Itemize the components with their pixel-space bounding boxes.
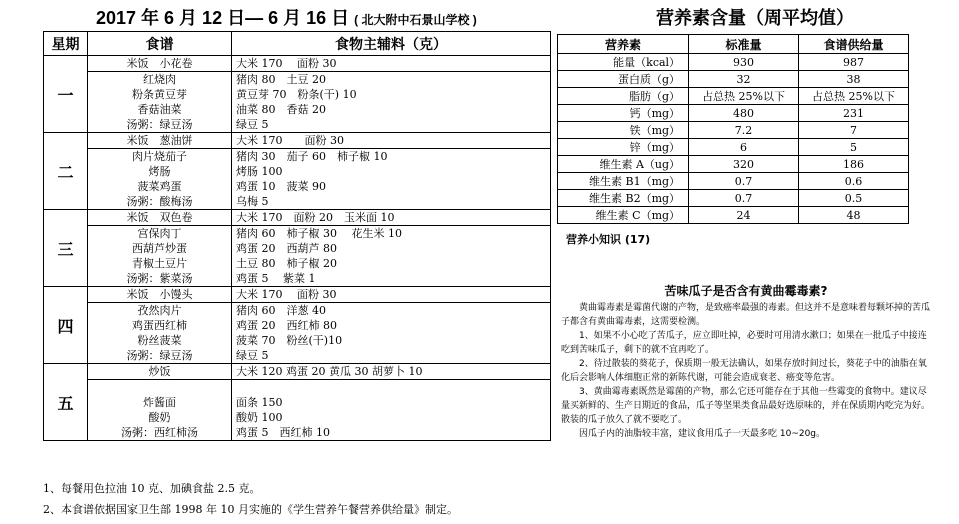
ingredient-line: 大米 170 面粉 30: [232, 56, 550, 72]
standard-value: 0.7: [689, 173, 799, 190]
nutrition-row: [558, 173, 909, 190]
nutrient-name: 锌（mg）: [558, 139, 689, 156]
article-paragraph: 2、待过散装的葵花子，保质期一般无法确认，如果存放时间过长，葵花子中的油脂在氧化后会影响人体细胞正常的新陈代谢，可能会造成衰老、癌变等危害。: [561, 359, 927, 383]
ingredients-cell: [232, 56, 551, 133]
nutrition-row: [558, 156, 909, 173]
menu-day-row: [44, 287, 551, 364]
article-paragraph: 1、如果不小心吃了苦瓜子，应立即吐掉，必要时可用清水漱口；如果在一批瓜子中接连吃到苦味瓜子，剩下的就不宜再吃了。: [561, 331, 927, 355]
nutrition-row: [558, 105, 909, 122]
supply-value: 48: [799, 207, 909, 224]
supply-value: 186: [799, 156, 909, 173]
ingredient-line: 猪肉 30 茄子 60 柿子椒 10: [236, 150, 388, 163]
dish-name: 汤粥：绿豆汤: [126, 118, 193, 131]
menu-day-row: [44, 210, 551, 287]
ingredient-line: 大米 120 鸡蛋 20 黄瓜 30 胡萝卜 10: [232, 364, 550, 380]
article-title: 苦味瓜子是否含有黄曲霉毒素?: [664, 284, 828, 298]
standard-value: 7.2: [689, 122, 799, 139]
nutrition-row: [558, 122, 909, 139]
dish-name: 菠菜鸡蛋: [137, 180, 182, 193]
ingredients-cell: [232, 210, 551, 287]
dish-name: 汤粥：西红柿汤: [121, 426, 198, 439]
supply-value: 38: [799, 71, 909, 88]
ingredient-line: 面条 150: [236, 396, 283, 409]
ingredient-line: 猪肉 80 土豆 20: [236, 73, 326, 86]
ingredient-line: 猪肉 60 洋葱 40: [236, 304, 326, 317]
article-paragraph: 黄曲霉毒素是霉菌代谢的产物，是致癌率最强的毒素。但这并不是意味着每颗坏掉的苦瓜子都含有黄曲霉毒素，这需要检测。: [561, 303, 931, 327]
supply-value: 5: [799, 139, 909, 156]
dish-name: 宫保肉丁: [137, 227, 182, 240]
ingredient-line: 鸡蛋 20 西葫芦 80: [236, 242, 337, 255]
dish-name: 米饭 葱油饼: [88, 133, 231, 149]
dish-name: 鸡蛋西红柿: [132, 319, 187, 332]
recipe-cell: [88, 210, 232, 287]
header-recipe: 食谱: [88, 32, 232, 56]
standard-value: 24: [689, 207, 799, 224]
dish-name: 汤粥：绿豆汤: [126, 349, 193, 362]
ingredient-line: 大米 170 面粉 20 玉米面 10: [232, 210, 550, 226]
dish-name: 米饭 小馒头: [88, 287, 231, 303]
nutrition-row: [558, 190, 909, 207]
header-nutrient: 营养素: [558, 35, 689, 54]
nutrient-name: 维生素 B1（mg）: [558, 173, 689, 190]
nutrient-name: 脂肪（g）: [558, 88, 689, 105]
standard-value: 6: [689, 139, 799, 156]
ingredient-line: 酸奶 100: [236, 411, 283, 424]
ingredient-line: 鸡蛋 5 西红柿 10: [236, 426, 330, 439]
menu-day-row: [44, 364, 551, 441]
ingredient-line: 大米 170 面粉 30: [232, 133, 550, 149]
ingredient-line: 鸡蛋 5 紫菜 1: [236, 272, 316, 285]
weekday-cell: 三: [44, 210, 88, 287]
dish-name: 红烧肉: [143, 73, 176, 86]
standard-value: 930: [689, 54, 799, 71]
recipe-cell: [88, 133, 232, 210]
footnote-1: 1、每餐用色拉油 10 克、加碘食盐 2.5 克。: [43, 482, 261, 495]
dish-name: 酸奶: [148, 411, 171, 424]
nutrient-name: 铁（mg）: [558, 122, 689, 139]
weekday-cell: 四: [44, 287, 88, 364]
nutrient-name: 蛋白质（g）: [558, 71, 689, 88]
nutrition-row: [558, 88, 909, 105]
dish-name: 汤粥：紫菜汤: [126, 272, 193, 285]
recipe-cell: [88, 287, 232, 364]
ingredient-line: 黄豆芽 70 粉条(干) 10: [236, 88, 357, 101]
recipe-cell: [88, 364, 232, 441]
dish-name: 孜然肉片: [137, 304, 182, 317]
nutrition-row: [558, 71, 909, 88]
supply-value: 7: [799, 122, 909, 139]
dish-name: 炸酱面: [143, 396, 176, 409]
header-standard: 标准量: [689, 35, 799, 54]
header-supply: 食谱供给量: [799, 35, 909, 54]
nutrient-name: 维生素 A（ug）: [558, 156, 689, 173]
ingredient-line: 鸡蛋 20 西红柿 80: [236, 319, 337, 332]
ingredient-line: 猪肉 60 柿子椒 30 花生米 10: [236, 227, 402, 240]
nutrition-tips-title: 营养小知识 (17): [566, 233, 651, 246]
nutrition-row: [558, 139, 909, 156]
dish-name: 烤肠: [148, 165, 171, 178]
recipe-cell: [88, 56, 232, 133]
dish-name: 青椒土豆片: [132, 257, 187, 270]
dish-name: 西葫芦炒蛋: [132, 242, 187, 255]
menu-title: [96, 4, 477, 30]
header-ingredients: 食物主辅料（克）: [232, 32, 551, 56]
nutrition-row: [558, 54, 909, 71]
ingredient-line: [232, 380, 550, 395]
nutrition-header-row: [558, 35, 909, 54]
weekday-cell: 一: [44, 56, 88, 133]
ingredient-line: 油菜 80 香菇 20: [236, 103, 326, 116]
standard-value: 480: [689, 105, 799, 122]
nutrient-name: 能量（kcal）: [558, 54, 689, 71]
nutrient-name: 钙（mg）: [558, 105, 689, 122]
weekday-cell: 二: [44, 133, 88, 210]
standard-value: 320: [689, 156, 799, 173]
ingredient-line: 大米 170 面粉 30: [232, 287, 550, 303]
footnotes: [43, 478, 458, 520]
standard-value: 0.7: [689, 190, 799, 207]
ingredients-cell: [232, 287, 551, 364]
dish-name: 粉丝菠菜: [137, 334, 182, 347]
nutrient-name: 维生素 C（mg）: [558, 207, 689, 224]
tips-article: [561, 283, 931, 441]
nutrient-name: 维生素 B2（mg）: [558, 190, 689, 207]
menu-header-row: [44, 32, 551, 56]
nutrition-row: [558, 207, 909, 224]
ingredient-line: 鸡蛋 10 菠菜 90: [236, 180, 326, 193]
ingredient-line: 烤肠 100: [236, 165, 283, 178]
dish-name: 米饭 小花卷: [88, 56, 231, 72]
school-name: ( 北大附中石景山学校 ): [354, 13, 477, 27]
ingredient-line: 乌梅 5: [236, 195, 269, 208]
dish-name: 香菇油菜: [137, 103, 182, 116]
standard-value: 32: [689, 71, 799, 88]
nutrition-title: 营养素含量（周平均值）: [656, 8, 854, 29]
dish-name: 炒饭: [88, 364, 231, 380]
standard-value: 占总热 25%以下: [689, 88, 799, 105]
header-weekday: 星期: [44, 32, 88, 56]
supply-value: 占总热 25%以下: [799, 88, 909, 105]
nutrition-table: [557, 34, 909, 224]
dish-name: 汤粥：酸梅汤: [126, 195, 193, 208]
dish-name: 肉片烧茄子: [132, 150, 187, 163]
date-range: 2017 年 6 月 12 日— 6 月 16 日: [96, 8, 350, 28]
ingredient-line: 绿豆 5: [236, 118, 269, 131]
ingredient-line: 菠菜 70 粉丝(干)10: [236, 334, 343, 347]
ingredient-line: 土豆 80 柿子椒 20: [236, 257, 337, 270]
supply-value: 231: [799, 105, 909, 122]
ingredients-cell: [232, 133, 551, 210]
supply-value: 0.5: [799, 190, 909, 207]
supply-value: 987: [799, 54, 909, 71]
weekday-cell: 五: [44, 364, 88, 441]
menu-table: [43, 31, 551, 441]
menu-day-row: [44, 56, 551, 133]
dish-name: 粉条黄豆芽: [132, 88, 187, 101]
menu-day-row: [44, 133, 551, 210]
ingredients-cell: [232, 364, 551, 441]
article-paragraph: 因瓜子内的油脂较丰富，建议食用瓜子一天最多吃 10~20g。: [579, 429, 826, 439]
supply-value: 0.6: [799, 173, 909, 190]
footnote-2: 2、本食谱依据国家卫生部 1998 年 10 月实施的《学生营养午餐营养供给量》制定。: [43, 503, 458, 516]
article-paragraph: 3、黄曲霉毒素既然是霉菌的产物，那么它还可能存在于其他一些霉变的食物中。建议尽量买新鲜的、生产日期近的食品，瓜子等坚果类食品最好选原味的，并在保质期内吃完为好。散装的瓜子放久了就不要吃了。: [561, 387, 931, 425]
dish-name: 米饭 双色卷: [88, 210, 231, 226]
dish-name: [88, 380, 231, 395]
ingredient-line: 绿豆 5: [236, 349, 269, 362]
